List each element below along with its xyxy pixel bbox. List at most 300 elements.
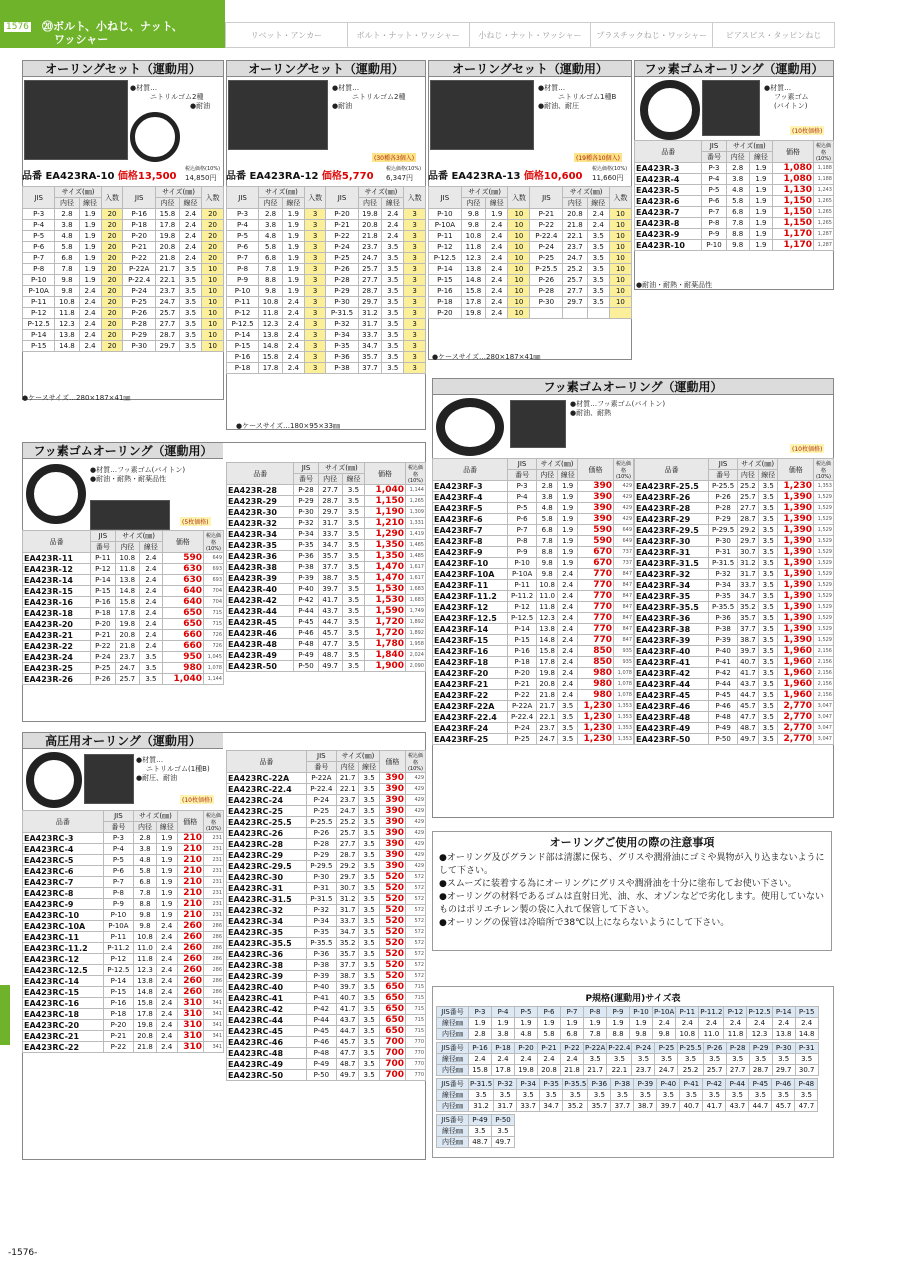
wire-diameter: 3.5	[359, 1026, 380, 1037]
wire-diameter: 3.5	[558, 723, 578, 734]
table-row	[23, 652, 224, 663]
tax-price: 1,892	[406, 617, 426, 628]
oring-photo	[26, 464, 86, 524]
product-code: EA423RC-22	[23, 1042, 104, 1053]
product-code: EA423RC-26	[227, 828, 307, 839]
table-cell: 20	[101, 242, 123, 253]
section-title: フッ素ゴムオーリング（運動用）	[23, 443, 223, 459]
wire-diameter: 2.4	[558, 602, 578, 613]
product-code: EA423RF-25	[433, 734, 508, 745]
table-row	[433, 679, 634, 690]
inner-diameter: 28.7	[318, 496, 342, 507]
product-code: EA423RC-14	[23, 976, 104, 987]
pack-tag: (10枚価格)	[792, 128, 823, 135]
price: 260	[177, 987, 203, 998]
wire-diameter: 2.4	[156, 921, 177, 932]
size-cell: 3.5	[726, 1090, 749, 1101]
th-size: サイズ(㎜)	[115, 531, 162, 542]
table-cell: 3	[304, 220, 326, 231]
table-cell: P-25	[123, 297, 155, 308]
product-code: EA423RC-40	[227, 982, 307, 993]
size-cell: 4.8	[515, 1029, 538, 1040]
th-tax: 税込価格(10%)	[814, 141, 834, 163]
wire-diameter: 1.9	[749, 196, 772, 207]
product-code: EA423R-40	[227, 584, 294, 595]
price: 210	[177, 844, 203, 855]
header-row	[23, 187, 224, 198]
tab-rivet-anchor[interactable]: リベット・アンカー	[250, 30, 323, 40]
jis-number: P-42	[709, 668, 737, 679]
spec-table	[22, 186, 224, 352]
price: 1,960	[778, 668, 814, 679]
jis-number: P-40	[709, 646, 737, 657]
wire-diameter: 2.4	[558, 657, 578, 668]
table-row	[635, 679, 834, 690]
table-cell: P-26	[123, 308, 155, 319]
material-note: ●材質… ニトリルゴム(1種B) ●耐圧、耐油	[136, 756, 210, 782]
inner-diameter: 10.8	[115, 553, 140, 564]
price: 1,960	[778, 646, 814, 657]
pack-tag: (30種各3個入)	[374, 155, 415, 162]
wire-diameter: 3.5	[342, 551, 364, 562]
jis-number: P-15	[103, 987, 133, 998]
size-cell: P-25	[655, 1043, 678, 1054]
size-cell: P-29	[749, 1043, 772, 1054]
th-sub: 内径	[336, 762, 358, 773]
wire-diameter: 3.5	[359, 905, 380, 916]
jis-number: P-41	[306, 993, 336, 1004]
size-cell: P-5	[515, 1007, 538, 1018]
table-cell: 7.8	[55, 264, 79, 275]
size-row	[437, 1018, 819, 1029]
th-sub: 内径	[259, 198, 283, 209]
inner-diameter: 43.7	[737, 679, 758, 690]
inner-diameter: 30.7	[336, 883, 358, 894]
table-cell: 17.8	[155, 220, 179, 231]
table-row	[635, 624, 834, 635]
jis-number: P-21	[508, 679, 537, 690]
tax-price: 572	[406, 949, 426, 960]
table-cell: P-35	[326, 341, 358, 352]
product-code: EA423RF-24	[433, 723, 508, 734]
table-cell: 2.4	[282, 341, 304, 352]
wire-diameter: 1.9	[749, 218, 772, 229]
product-code: EA423RC-18	[23, 1009, 104, 1020]
tax-price: 1,485	[406, 540, 426, 551]
jis-number: P-20	[508, 668, 537, 679]
table-cell: 2.4	[282, 363, 304, 374]
header-row	[227, 463, 426, 474]
table-row	[635, 734, 834, 745]
wire-diameter: 3.5	[759, 580, 778, 591]
jis-number: P-12	[91, 564, 115, 575]
jis-number: P-12.5	[508, 613, 537, 624]
th-jis: JIS	[23, 187, 55, 209]
inner-diameter: 15.8	[536, 646, 557, 657]
price: 1,130	[773, 185, 814, 196]
p-size-table	[436, 1006, 830, 1150]
inner-diameter: 9.8	[134, 910, 157, 921]
tab-tapping-screw[interactable]: ビアスビス・タッピンねじ	[712, 23, 834, 47]
table-row	[23, 275, 224, 286]
th-sub: 番号	[702, 152, 726, 163]
product-code: EA423RF-39	[635, 635, 709, 646]
table-row	[23, 575, 224, 586]
inner-diameter: 27.7	[336, 839, 358, 850]
tax-price: 429	[406, 828, 426, 839]
table-cell: P-14	[429, 264, 462, 275]
tax-price: 231	[204, 866, 224, 877]
inner-diameter: 44.7	[318, 617, 342, 628]
th-tax: 税込価格(10%)	[204, 811, 224, 833]
tax-price: 1,419	[406, 529, 426, 540]
table-cell: 10	[609, 220, 631, 231]
wire-diameter: 3.5	[359, 927, 380, 938]
product-code: EA423R-20	[23, 619, 91, 630]
table-cell: 3	[404, 220, 426, 231]
size-cell: 9.8	[630, 1029, 653, 1040]
wire-diameter: 3.5	[759, 635, 778, 646]
product-code: EA423R-48	[227, 639, 294, 650]
table-row	[227, 839, 426, 850]
size-cell: P-36	[588, 1079, 611, 1090]
product-code: EA423RF-8	[433, 536, 508, 547]
tax-price: 737	[614, 547, 634, 558]
tax-price: 1,353	[614, 723, 634, 734]
wire-diameter: 1.9	[558, 558, 578, 569]
size-cell: 3.5	[540, 1090, 563, 1101]
jis-number: P-22A	[306, 773, 336, 784]
th-sub: 内径	[155, 198, 179, 209]
jis-number: P-45	[294, 617, 318, 628]
inner-diameter: 8.8	[134, 899, 157, 910]
table-row	[227, 275, 426, 286]
th-sub: 線径	[759, 470, 778, 481]
table-cell: 2.4	[382, 209, 404, 220]
inner-diameter: 17.8	[134, 1009, 157, 1020]
tax-price: 2,156	[814, 646, 834, 657]
tax-price: 1,243	[814, 185, 834, 196]
th-qty: 入数	[304, 187, 326, 209]
table-cell: 20	[101, 231, 123, 242]
table-cell: P-28	[123, 319, 155, 330]
table-cell: 12.3	[259, 319, 283, 330]
wire-diameter: 3.5	[342, 496, 364, 507]
jis-number: P-10	[508, 558, 537, 569]
price: 310	[177, 1042, 203, 1053]
size-row	[437, 1137, 515, 1148]
table-row	[227, 529, 426, 540]
table-cell: P-16	[123, 209, 155, 220]
price: 1,230	[578, 701, 614, 712]
jis-number: P-46	[709, 701, 737, 712]
tax-price: 693	[204, 575, 224, 586]
product-code: EA423RF-26	[635, 492, 709, 503]
wire-diameter: 3.5	[359, 861, 380, 872]
table-cell: 3.8	[259, 220, 283, 231]
table-cell: 3	[404, 319, 426, 330]
table-row	[23, 264, 224, 275]
table-cell: 31.7	[358, 319, 382, 330]
price: 660	[162, 630, 203, 641]
table-row	[227, 617, 426, 628]
inner-diameter: 14.8	[134, 987, 157, 998]
table-cell: 1.9	[486, 209, 508, 220]
size-cell: P-26	[703, 1043, 726, 1054]
inner-diameter: 25.2	[336, 817, 358, 828]
th-sub: 番号	[91, 542, 115, 553]
table-cell: 10	[508, 220, 530, 231]
wire-diameter: 1.9	[558, 547, 578, 558]
price: 1,720	[365, 628, 406, 639]
tax-price: 1,529	[814, 525, 834, 536]
product-code: EA423RC-44	[227, 1015, 307, 1026]
inner-diameter: 11.8	[115, 564, 140, 575]
table-row	[227, 872, 426, 883]
product-code: EA423RC-25	[227, 806, 307, 817]
tax-price: 税込価格(10%) 6,347円	[386, 166, 422, 182]
size-cell: P-46	[772, 1079, 795, 1090]
table-cell: P-11	[227, 297, 259, 308]
tax-price: 1,958	[406, 639, 426, 650]
price: 520	[379, 960, 405, 971]
price: 2,770	[778, 712, 814, 723]
category-title: ⑳ボルト、小ねじ、ナット、 ワッシャー	[42, 20, 183, 46]
th-size: サイズ(㎜)	[134, 811, 177, 822]
table-row	[429, 242, 632, 253]
inner-diameter: 12.3	[536, 613, 557, 624]
table-cell: 10	[508, 242, 530, 253]
jis-number: P-12.5	[103, 965, 133, 976]
inner-diameter: 6.8	[134, 877, 157, 888]
price: 650	[162, 608, 203, 619]
jis-number: P-9	[508, 547, 537, 558]
size-cell: 12.3	[747, 1029, 772, 1040]
size-row	[437, 1029, 819, 1040]
table-row	[433, 503, 634, 514]
table-cell: 2.4	[587, 220, 609, 231]
table-row	[23, 1020, 224, 1031]
size-cell: P-7	[561, 1007, 584, 1018]
product-code: EA423RC-11	[23, 932, 104, 943]
size-row	[437, 1079, 818, 1090]
th-sub: 内径	[318, 474, 342, 485]
wire-diameter: 3.5	[759, 646, 778, 657]
table-cell: 2.4	[282, 297, 304, 308]
size-cell: 2.4	[653, 1018, 676, 1029]
table-cell: 2.4	[486, 231, 508, 242]
jis-number: P-36	[306, 949, 336, 960]
tab-bolt-nut[interactable]: ボルト・ナット・ワッシャー	[347, 23, 469, 47]
table-row	[23, 308, 224, 319]
size-cell: 3.5	[749, 1054, 772, 1065]
wire-diameter: 1.9	[156, 877, 177, 888]
wire-diameter: 3.5	[140, 674, 163, 685]
product-code: EA423RF-22A	[433, 701, 508, 712]
size-cell: 3.5	[726, 1054, 749, 1065]
table-cell: 2.4	[486, 253, 508, 264]
th-jis: JIS	[326, 187, 358, 209]
size-cell: 3.5	[655, 1054, 678, 1065]
th-size: サイズ(㎜)	[726, 141, 773, 152]
size-cell: 24.7	[655, 1065, 678, 1076]
table-row	[227, 253, 426, 264]
table-cell: 1.9	[79, 242, 101, 253]
price: 850	[578, 657, 614, 668]
table-cell: 21.7	[155, 264, 179, 275]
table-row	[23, 932, 224, 943]
tax-price: 1,353	[814, 481, 834, 492]
inner-diameter: 37.7	[336, 960, 358, 971]
price: 1,390	[778, 492, 814, 503]
tax-price: 341	[204, 1042, 224, 1053]
jis-number: P-22	[91, 641, 115, 652]
table-cell: 21.8	[155, 253, 179, 264]
table-row	[635, 481, 834, 492]
tax-price: 1,749	[406, 606, 426, 617]
jis-number: P-45	[709, 690, 737, 701]
jis-number: P-6	[103, 866, 133, 877]
price: 770	[578, 602, 614, 613]
table-cell: 12.3	[55, 319, 79, 330]
table-row	[227, 949, 426, 960]
inner-diameter: 41.7	[318, 595, 342, 606]
tax-price: 1,892	[406, 628, 426, 639]
tab-screw-nut[interactable]: 小ねじ・ナット・ワッシャー	[469, 23, 591, 47]
jis-number: P-39	[306, 971, 336, 982]
table-cell: 3.5	[382, 341, 404, 352]
tax-price: 572	[406, 883, 426, 894]
tax-price: 1,529	[814, 547, 834, 558]
table-cell: 2.4	[79, 308, 101, 319]
table-cell: P-12	[429, 242, 462, 253]
product-code: EA423R-29	[227, 496, 294, 507]
table-cell: 2.4	[486, 220, 508, 231]
product-code: EA423RC-36	[227, 949, 307, 960]
table-cell: 10	[609, 253, 631, 264]
price: 210	[177, 855, 203, 866]
size-cell: 1.9	[607, 1018, 630, 1029]
case-size: ●ケースサイズ…280×187×41㎜	[22, 394, 131, 402]
table-row	[433, 734, 634, 745]
table-cell: P-10A	[23, 286, 55, 297]
wire-diameter: 3.5	[359, 960, 380, 971]
table-row	[635, 185, 834, 196]
inner-diameter: 3.8	[536, 492, 557, 503]
size-cell: 2.4	[469, 1054, 492, 1065]
table-cell: P-24	[123, 286, 155, 297]
table-row	[635, 668, 834, 679]
table-cell: 3	[404, 231, 426, 242]
table-cell: P-30	[123, 341, 155, 352]
wire-diameter: 3.5	[359, 993, 380, 1004]
table-cell: P-8	[227, 264, 259, 275]
table-cell: 3.5	[180, 330, 202, 341]
th-sub: 線径	[558, 470, 578, 481]
table-cell: 10	[202, 308, 224, 319]
inner-diameter: 6.8	[726, 207, 749, 218]
price: 520	[379, 949, 405, 960]
table-cell: 1.9	[282, 231, 304, 242]
table-row	[23, 910, 224, 921]
table-cell: P-15	[23, 341, 55, 352]
table-cell: 19.8	[155, 231, 179, 242]
product-code: EA423RF-49	[635, 723, 709, 734]
th-sub: 線径	[282, 198, 304, 209]
size-cell: P-21	[538, 1043, 561, 1054]
table-cell: 3	[404, 308, 426, 319]
oring-photo	[436, 398, 504, 456]
wire-diameter: 1.9	[749, 207, 772, 218]
price: 980	[578, 668, 614, 679]
jis-number: P-50	[294, 661, 318, 672]
inner-diameter: 19.8	[134, 1020, 157, 1031]
table-row	[227, 341, 426, 352]
wire-diameter: 3.5	[759, 591, 778, 602]
tab-plastic-screw[interactable]: プラスチックねじ・ワッシャー	[590, 23, 712, 47]
jis-number: P-21	[103, 1031, 133, 1042]
table-cell: 2.4	[180, 231, 202, 242]
case-size: ●ケースサイズ…280×187×41㎜	[432, 353, 541, 361]
table-cell: P-34	[326, 330, 358, 341]
wire-diameter: 3.5	[359, 971, 380, 982]
wire-diameter: 2.4	[156, 987, 177, 998]
product-code: EA423RC-30	[227, 872, 307, 883]
caution-title: オーリングご使用の際の注意事項	[549, 836, 715, 849]
price-table	[432, 458, 634, 745]
table-cell: 10	[609, 264, 631, 275]
table-row	[227, 650, 426, 661]
oring-photo	[130, 112, 180, 162]
row-label: 内径㎜	[437, 1029, 469, 1040]
size-cell: 3.5	[607, 1054, 632, 1065]
table-cell: 3.5	[382, 363, 404, 374]
inner-diameter: 27.7	[737, 503, 758, 514]
inner-diameter: 21.8	[115, 641, 140, 652]
table-cell: 1.9	[79, 231, 101, 242]
table-cell: 20	[101, 253, 123, 264]
size-cell: 1.9	[492, 1018, 515, 1029]
table-cell: 11.8	[55, 308, 79, 319]
product-code: EA423RC-41	[227, 993, 307, 1004]
jis-number: P-22	[508, 690, 537, 701]
price: 650	[379, 1004, 405, 1015]
table-row	[227, 1004, 426, 1015]
size-cell: 35.2	[563, 1101, 588, 1112]
th-qty: 入数	[404, 187, 426, 209]
table-cell: 2.4	[486, 275, 508, 286]
product-code: EA423RC-6	[23, 866, 104, 877]
product-code: EA423R-15	[23, 586, 91, 597]
tax-price: 572	[406, 971, 426, 982]
product-code: EA423R-39	[227, 573, 294, 584]
wire-diameter: 3.5	[558, 712, 578, 723]
table-cell: 1.9	[79, 253, 101, 264]
table-cell: 5.8	[55, 242, 79, 253]
wire-diameter: 3.5	[359, 1059, 380, 1070]
jis-number: P-34	[709, 580, 737, 591]
jis-number: P-4	[702, 174, 726, 185]
table-cell: P-3	[23, 209, 55, 220]
product-code: EA423RC-35.5	[227, 938, 307, 949]
table-cell: P-24	[326, 242, 358, 253]
inner-diameter: 23.7	[536, 723, 557, 734]
jis-number: P-5	[702, 185, 726, 196]
section-title: フッ素ゴムオーリング（運動用）	[433, 379, 833, 395]
table-row	[23, 899, 224, 910]
th-jis: JIS	[123, 187, 155, 209]
size-cell: P-34	[517, 1079, 540, 1090]
